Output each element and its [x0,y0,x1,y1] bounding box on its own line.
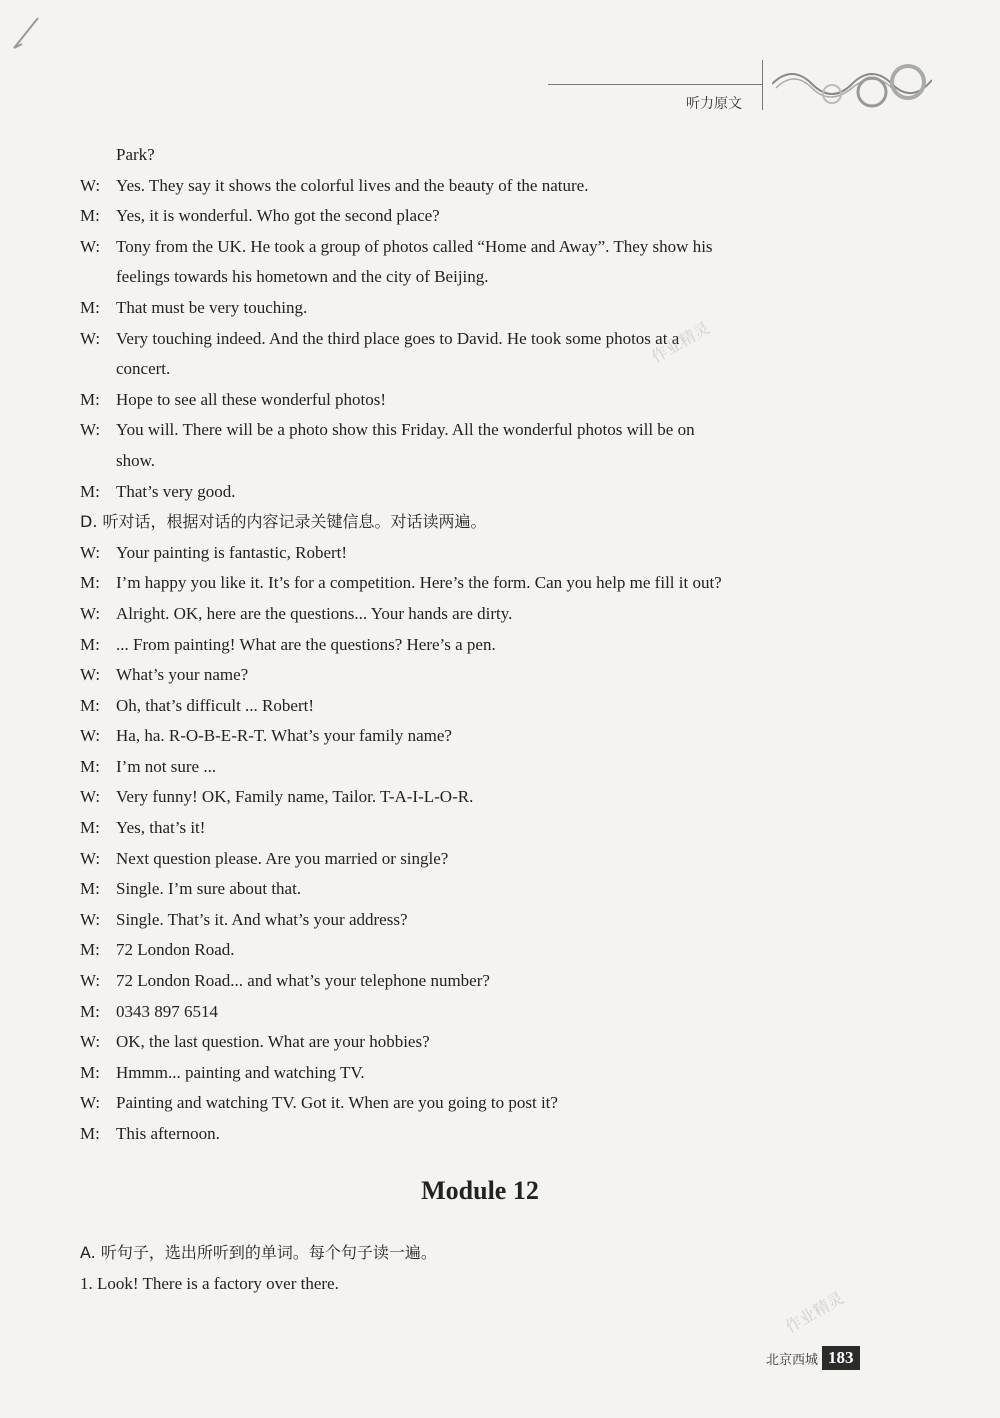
speaker-label: W: [80,603,101,623]
dialogue-text: Yes. They say it shows the colorful lives and the beauty of the nature. [116,175,589,195]
dialogue-line [80,966,875,997]
speaker-label: M: [80,481,100,501]
dialogue-text: Hmmm... painting and watching TV. [116,1062,365,1082]
dialogue-line [80,1027,875,1058]
dialogue-text: What’s your name? [116,665,249,685]
dialogue-text: Single. That’s it. And what’s your address? [116,909,408,929]
speaker-label: W: [80,236,101,256]
dialogue-text: Very funny! OK, Family name, Tailor. T-A-I-L-O-R. [116,787,474,807]
header-section-label: 听力原文 [686,96,742,112]
dialogue-text: Painting and watching TV. Got it. When are you going to post it? [116,1093,558,1113]
speaker-label: M: [80,573,100,593]
dialogue-line [80,935,875,966]
speaker-label: W: [80,726,101,746]
dialogue-text: show. [116,450,156,470]
dialogue-text: Single. I’m sure about that. [116,879,302,899]
dialogue-text: You will. There will be a photo show this Friday. All the wonderful photos will be on [116,420,695,440]
header-rule [548,84,763,85]
dialogue-line [80,752,875,783]
dialogue-text: 72 London Road. [116,940,235,960]
footer-label: 北京西城 [766,1352,819,1368]
dialogue-text: OK, the last question. What are your hobbies? [116,1032,430,1052]
dialogue-line [80,721,875,752]
speaker-label: M: [80,297,100,317]
speaker-label: M: [80,1062,100,1082]
speaker-label: W: [80,1093,101,1113]
dialogue-text: I’m not sure ... [116,756,217,776]
speaker-label: M: [80,818,100,838]
dialogue-text: That must be very touching. [116,297,308,317]
dialogue-line [80,630,875,661]
dialogue-text: feelings towards his hometown and the city of Beijing. [116,267,489,287]
dialogue-text: Yes, that’s it! [116,818,206,838]
speaker-label: W: [80,848,101,868]
speaker-label: M: [80,756,100,776]
dialogue-line [80,599,875,630]
dialogue-line [80,660,875,691]
speaker-label: M: [80,1124,100,1143]
speaker-label: M: [80,695,100,715]
dialogue-text: 0343 897 6514 [116,1001,218,1021]
dialogue-text: Very touching indeed. And the third place goes to David. He took some photos at a [116,328,680,348]
dialogue-text: This afternoon. [116,1124,220,1143]
dialogue-text: I’m happy you like it. It’s for a competition. Here’s the form. Can you help me fill it out? [116,573,722,593]
dialogue-line [80,354,875,385]
dialogue-line [80,507,875,538]
question-item-1: 1. Look! There is a factory over there. [80,1273,339,1293]
speaker-label: M: [80,879,100,899]
dialogue-line [80,140,875,171]
speaker-label: W: [80,971,101,991]
speaker-label: M: [80,206,100,226]
dialogue-line [80,293,875,324]
dialogue-text: Tony from the UK. He took a group of photos called “Home and Away”. They show his [116,236,713,256]
dialogue-line [80,568,875,599]
watermark: 作业精灵 [648,318,713,367]
dialogue-line [80,201,875,232]
dialogue-transcript [80,140,875,1150]
module-section [80,1238,875,1299]
header-divider [762,60,763,110]
dialogue-line [80,324,875,355]
speaker-label: M: [80,940,100,960]
dialogue-text: That’s very good. [116,481,236,501]
dialogue-line [80,262,875,293]
dialogue-text: Your painting is fantastic, Robert! [116,542,348,562]
speaker-label: W: [80,420,101,440]
section-a-instruction: A. 听句子，选出所听到的单词。每个句子读一遍。 [80,1243,437,1262]
speaker-label: M: [80,1001,100,1021]
dialogue-line [80,1119,875,1150]
module-title: Module 12 [421,1176,539,1205]
dialogue-line [80,385,875,416]
dialogue-text: ... From painting! What are the questions? Here’s a pen. [116,634,496,654]
page-number: 183 [822,1346,860,1370]
dialogue-line [80,1088,875,1119]
speaker-label: W: [80,328,101,348]
dialogue-line [80,446,875,477]
dialogue-text: Hope to see all these wonderful photos! [116,389,387,409]
dialogue-line [80,813,875,844]
dialogue-line [80,782,875,813]
watermark: 作业精灵 [782,1288,847,1337]
page-corner-mark [10,14,50,54]
speaker-label: M: [80,389,100,409]
dialogue-line [80,997,875,1028]
dialogue-line [80,874,875,905]
dialogue-line [80,415,875,446]
speaker-label: W: [80,175,101,195]
dialogue-line [80,171,875,202]
header-wave-decoration [772,62,932,110]
dialogue-line [80,844,875,875]
dialogue-text: Park? [116,145,155,164]
dialogue-text: 72 London Road... and what’s your telephone number? [116,971,490,991]
dialogue-text: Next question please. Are you married or single? [116,848,449,868]
dialogue-line [80,691,875,722]
dialogue-text: Yes, it is wonderful. Who got the second place? [116,206,440,226]
speaker-label: M: [80,634,100,654]
dialogue-text: D. 听对话，根据对话的内容记录关键信息。对话读两遍。 [80,512,487,532]
dialogue-text: Oh, that’s difficult ... Robert! [116,695,314,715]
dialogue-text: Alright. OK, here are the questions... Your hands are dirty. [116,603,513,623]
dialogue-line [80,232,875,263]
dialogue-text: Ha, ha. R-O-B-E-R-T. What’s your family name? [116,726,452,746]
dialogue-line [80,905,875,936]
speaker-label: W: [80,542,101,562]
dialogue-line [80,1058,875,1089]
speaker-label: W: [80,1032,101,1052]
speaker-label: W: [80,787,101,807]
dialogue-line [80,538,875,569]
page-footer [766,1346,860,1370]
dialogue-line [80,477,875,508]
speaker-label: W: [80,665,101,685]
dialogue-text: concert. [116,359,171,379]
speaker-label: W: [80,909,101,929]
